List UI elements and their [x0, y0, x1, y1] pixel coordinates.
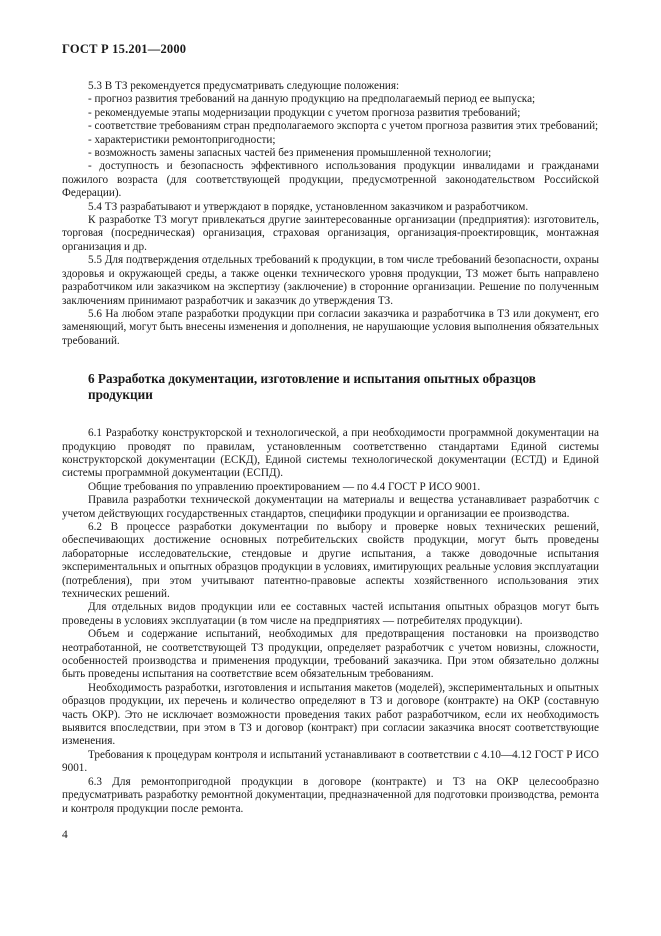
paragraph: Общие требования по управлению проектированием — по 4.4 ГОСТ Р ИСО 9001. — [88, 480, 481, 493]
clause-5-6: 5.6 На любом этапе разработки продукции при согласии заказчика и разработчика в ТЗ или документ, его заменяющий, могут быть внесены изменения и дополнения, не нарушающие условия выполнения обязательных требований. — [62, 307, 599, 347]
clause-5-3-intro: 5.3 В ТЗ рекомендуется предусматривать следующие положения: — [88, 80, 400, 92]
clause-6-3: 6.3 Для ремонтопригодной продукции в договоре (контракте) и ТЗ на ОКР целесообразно предусматривать разработку ремонтной документации, предназначенной для подготовки производства, ремонта и контроля продукции после ремонта. — [62, 775, 599, 815]
paragraph: Правила разработки технической документации на материалы и вещества устанавливает разработчик с учетом действующих государственных стандартов, специфики продукции и организации ее производства. — [62, 494, 599, 520]
list-item: - возможность замены запасных частей без применения промышленной технологии; — [88, 147, 492, 160]
paragraph: Требования к процедурам контроля и испытаний устанавливают в соответствии с 4.10—4.12 ГОСТ Р ИСО 9001. — [62, 748, 599, 775]
list-item: - характеристики ремонтопригодности; — [88, 133, 276, 146]
list-item: - прогноз развития требований на данную продукцию на предполагаемый период ее выпуска; — [88, 93, 536, 106]
page-number: 4 — [62, 829, 68, 841]
list-item: - доступность и безопасность эффективного использования продукции инвалидами и гражданами пожилого возраста (для соответствующей продукции, предусмотренной законодательством Российской Федерации). — [62, 160, 599, 200]
document-body — [62, 80, 599, 816]
clause-5-4: 5.4 ТЗ разрабатывают и утверждают в порядке, установленном заказчиком и разработчиком. — [88, 200, 529, 213]
clause-5-5: 5.5 Для подтверждения отдельных требований к продукции, в том числе требований безопасности, охраны здоровья и окружающей среды, а также оценки технического уровня продукции, ТЗ может быть направлено разработчиком или заказчиком на экспертизу (заключение) в сторонние организации. Решение по полученным заключениям принимают разработчик и заказчик до утверждения ТЗ. — [62, 254, 599, 307]
list-item: - соответствие требованиям стран предполагаемого экспорта с учетом прогноза развития этих требований; — [88, 120, 599, 133]
paragraph: Объем и содержание испытаний, необходимых для предотвращения постановки на производство неотработанной, не соответствующей ТЗ продукции, определяет разработчик с учетом новизны, сложности, особенностей производства и применения продукции, требований заказчика. При этом обязательно должны быть проведены испытания на соответствие всем обязательным требованиям. — [62, 628, 599, 681]
clause-6-2: 6.2 В процессе разработки документации по выбору и проверке новых технических решений, обеспечивающих достижение основных потребительских свойств продукции, могут быть проведены лабораторные исследовательские, стендовые и другие испытания, а также доводочные испытания экспериментальных и опытных образцов продукции в условиях, имитирующих реальные условия эксплуатации (потребления), при этом учитывают патентно-правовые аспекты хозяйственного использования этих технических решений. — [62, 520, 599, 600]
paragraph: Для отдельных видов продукции или ее составных частей испытания опытных образцов могут быть проведены в условиях эксплуатации (в том числе на предприятиях — потребителях продукции). — [62, 601, 599, 627]
paragraph: Необходимость разработки, изготовления и испытания макетов (моделей), экспериментальных и опытных образцов продукции, их перечень и количество определяют в ТЗ и договоре (контракте) на ОКР (составную часть ОКР). Это не исключает возможности проведения таких работ разработчиком, если их необходимость выявится впоследствии, при этом в ТЗ и договор (контракт) при согласии заказчика вносят соответствующие изменения. — [62, 681, 599, 748]
clause-6-1: 6.1 Разработку конструкторской и технологической, а при необходимости программной документации на продукцию проводят по правилам, установленным соответственно стандартами Единой системы конструкторской документации (ЕСКД), Единой системы технологической документации (ЕСТД) и Единой системы программной документации (ЕСПД). — [62, 427, 599, 480]
page-header-standard-code: ГОСТ Р 15.201—2000 — [62, 42, 187, 56]
clause-5-4-continuation: К разработке ТЗ могут привлекаться другие заинтересованные организации (предприятия): изготовитель, торговая (посредническая) организация, страховая организация, организация-проектировщик, монтажная организация и др. — [62, 214, 599, 253]
section-6-heading: 6 Разработка документации, изготовление и испытания опытных образцов продукции — [88, 371, 536, 403]
list-item: - рекомендуемые этапы модернизации продукции с учетом прогноза развития требований; — [88, 106, 521, 119]
